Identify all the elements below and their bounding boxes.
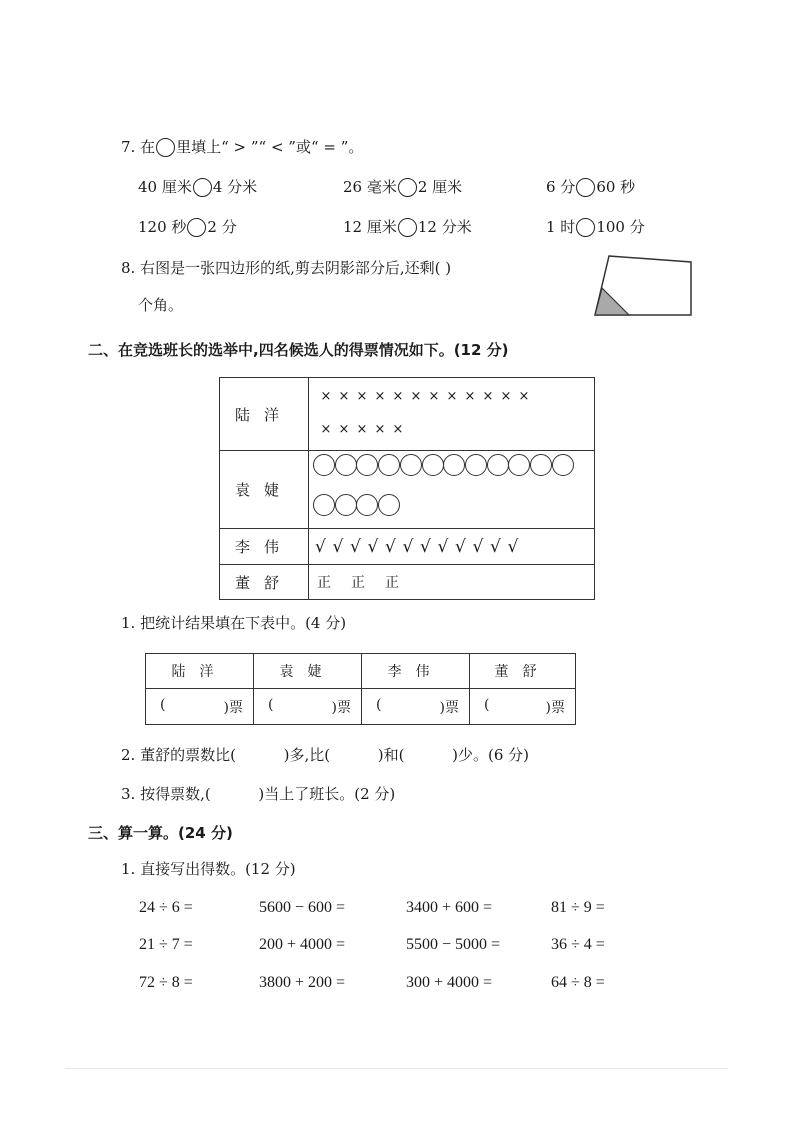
- tally-x-row: [317, 378, 594, 414]
- section3-q1: 1. 直接写出得数。(12 分): [121, 860, 296, 878]
- tally-circle-mark: [487, 454, 509, 476]
- compare-right: 100 分: [596, 218, 645, 236]
- vote-count-cell[interactable]: [362, 689, 470, 725]
- tally-circle-mark: [422, 454, 444, 476]
- tally-circle-mark: [508, 454, 530, 476]
- tally-x-mark: ×: [410, 389, 422, 404]
- q7-suffix: 里填上“ > ”“ < ”或“ = ”。: [176, 138, 364, 156]
- candidate-name: 李伟: [220, 529, 309, 565]
- arithmetic-problem: 3800 + 200 =: [259, 974, 346, 991]
- tally-check-mark: √: [402, 536, 414, 557]
- tally-circle-row: [309, 454, 594, 488]
- results-header: 董舒: [470, 654, 576, 689]
- results-header: 李伟: [362, 654, 470, 689]
- tally-circle-mark: [313, 494, 335, 516]
- tally-zheng-mark: 正: [317, 575, 331, 591]
- tally-check-mark: √: [437, 536, 449, 557]
- compare-item: [546, 177, 635, 197]
- arithmetic-problem: 21 ÷ 7 =: [139, 936, 193, 953]
- tally-marks: [309, 451, 595, 529]
- tally-circle-mark: [356, 454, 378, 476]
- tally-circle-mark: [356, 494, 378, 516]
- tally-check-mark: √: [490, 536, 501, 557]
- tally-check-mark: √: [472, 536, 484, 557]
- compare-item: [138, 217, 237, 237]
- tally-x-mark: ×: [464, 389, 476, 404]
- results-header-row: [146, 654, 576, 689]
- tally-marks: [309, 378, 595, 451]
- tally-circle-mark: [335, 454, 357, 476]
- results-answer-row: [146, 689, 576, 725]
- tally-x-mark: ×: [356, 389, 368, 404]
- q7-prefix: 7. 在: [121, 138, 156, 156]
- tally-x-mark: ×: [338, 389, 350, 404]
- candidate-name: 袁婕: [220, 451, 309, 529]
- paren-close: )票: [223, 699, 243, 716]
- compare-left: 1 时: [546, 218, 576, 236]
- tally-table: [219, 377, 595, 600]
- arithmetic-problem: 24 ÷ 6 =: [139, 899, 193, 916]
- compare-left: 40 厘米: [138, 178, 192, 196]
- tally-x-mark: ×: [338, 422, 350, 437]
- section2-q3: 3. 按得票数,( )当上了班长。(2 分): [121, 785, 396, 803]
- compare-right: 60 秒: [596, 178, 636, 196]
- tally-circle-mark: [378, 494, 400, 516]
- q7-title: [121, 137, 363, 157]
- compare-right: 2 分: [207, 218, 237, 236]
- answer-circle[interactable]: [398, 218, 417, 237]
- paren-close: )票: [439, 699, 459, 716]
- compare-right: 12 分米: [417, 218, 472, 236]
- answer-circle[interactable]: [398, 178, 417, 197]
- compare-item: [546, 217, 645, 237]
- tally-circle-mark: [443, 454, 465, 476]
- answer-circle[interactable]: [193, 178, 212, 197]
- candidate-name: 陆洋: [220, 378, 309, 451]
- tally-row: [220, 378, 595, 451]
- results-header: 陆洋: [146, 654, 254, 689]
- tally-row: [220, 529, 595, 565]
- tally-x-mark: ×: [320, 389, 332, 404]
- arithmetic-problem: 5500 − 5000 =: [406, 936, 501, 953]
- answer-circle[interactable]: [187, 218, 206, 237]
- compare-left: 120 秒: [138, 218, 187, 236]
- tally-x-row: [317, 414, 594, 450]
- tally-zheng-mark: 正: [385, 575, 399, 591]
- tally-row: [220, 565, 595, 600]
- paren-close: )票: [545, 699, 565, 716]
- tally-row: [220, 451, 595, 529]
- results-table: [145, 653, 576, 725]
- tally-x-mark: ×: [374, 422, 386, 437]
- compare-left: 26 毫米: [343, 178, 397, 196]
- page-footer-divider: [65, 1068, 728, 1069]
- answer-circle[interactable]: [576, 178, 595, 197]
- tally-x-mark: ×: [446, 389, 458, 404]
- arithmetic-problem: 200 + 4000 =: [259, 936, 346, 953]
- arithmetic-problem: 3400 + 600 =: [406, 899, 493, 916]
- arithmetic-problem: 64 ÷ 8 =: [551, 974, 605, 991]
- arithmetic-problem: 81 ÷ 9 =: [551, 899, 605, 916]
- tally-circle-row: [309, 488, 594, 528]
- vote-count-cell[interactable]: [254, 689, 362, 725]
- q8-line1: 8. 右图是一张四边形的纸,剪去阴影部分后,还剩( ): [121, 259, 452, 277]
- quadrilateral-figure: [590, 250, 700, 325]
- tally-check-mark: √: [455, 536, 466, 557]
- compare-left: 12 厘米: [343, 218, 397, 236]
- tally-circle-mark: [465, 454, 487, 476]
- paren-open: (: [484, 696, 490, 713]
- tally-circle-mark: [378, 454, 400, 476]
- section2-q1: 1. 把统计结果填在下表中。(4 分): [121, 614, 347, 632]
- tally-zheng-mark: 正: [351, 575, 365, 591]
- compare-item: [138, 177, 257, 197]
- tally-x-mark: ×: [392, 389, 404, 404]
- arithmetic-problem: 72 ÷ 8 =: [139, 974, 193, 991]
- tally-x-mark: ×: [374, 389, 386, 404]
- tally-x-mark: ×: [518, 389, 530, 404]
- results-header: 袁婕: [254, 654, 362, 689]
- tally-circle-mark: [400, 454, 422, 476]
- tally-circle-mark: [335, 494, 357, 516]
- tally-x-mark: ×: [482, 389, 494, 404]
- tally-x-mark: ×: [500, 389, 512, 404]
- tally-check-row: [309, 529, 595, 565]
- compare-left: 6 分: [546, 178, 576, 196]
- tally-check-mark: √: [367, 536, 379, 557]
- section3-title: 三、算一算。(24 分): [88, 824, 233, 842]
- paren-close: )票: [331, 699, 351, 716]
- tally-check-mark: √: [350, 536, 361, 557]
- tally-check-mark: √: [507, 536, 519, 557]
- tally-x-mark: ×: [428, 389, 440, 404]
- section2-title: 二、在竞选班长的选举中,四名候选人的得票情况如下。(12 分): [88, 341, 509, 359]
- paren-open: (: [268, 696, 274, 713]
- vote-count-cell[interactable]: [470, 689, 576, 725]
- compare-right: 2 厘米: [417, 178, 463, 196]
- tally-check-mark: √: [420, 536, 431, 557]
- tally-x-mark: ×: [392, 422, 404, 437]
- paren-open: (: [376, 696, 382, 713]
- tally-check-mark: √: [385, 536, 396, 557]
- tally-zheng-row: [309, 565, 595, 600]
- tally-check-mark: √: [315, 536, 326, 557]
- tally-x-mark: ×: [356, 422, 368, 437]
- tally-circle-mark: [530, 454, 552, 476]
- compare-right: 4 分米: [212, 178, 258, 196]
- tally-x-mark: ×: [320, 422, 332, 437]
- answer-circle[interactable]: [576, 218, 595, 237]
- paren-open: (: [160, 696, 166, 713]
- section2-q2: 2. 董舒的票数比( )多,比( )和( )少。(6 分): [121, 746, 530, 764]
- vote-count-cell[interactable]: [146, 689, 254, 725]
- arithmetic-problem: 36 ÷ 4 =: [551, 936, 605, 953]
- tally-check-mark: √: [332, 536, 344, 557]
- tally-circle-mark: [313, 454, 335, 476]
- arithmetic-problem: 300 + 4000 =: [406, 974, 493, 991]
- q8-line2: 个角。: [138, 296, 184, 314]
- compare-item: [343, 217, 472, 237]
- compare-item: [343, 177, 462, 197]
- candidate-name: 董舒: [220, 565, 309, 600]
- tally-circle-mark: [552, 454, 574, 476]
- blank-circle-icon: [156, 138, 175, 157]
- arithmetic-problem: 5600 − 600 =: [259, 899, 346, 916]
